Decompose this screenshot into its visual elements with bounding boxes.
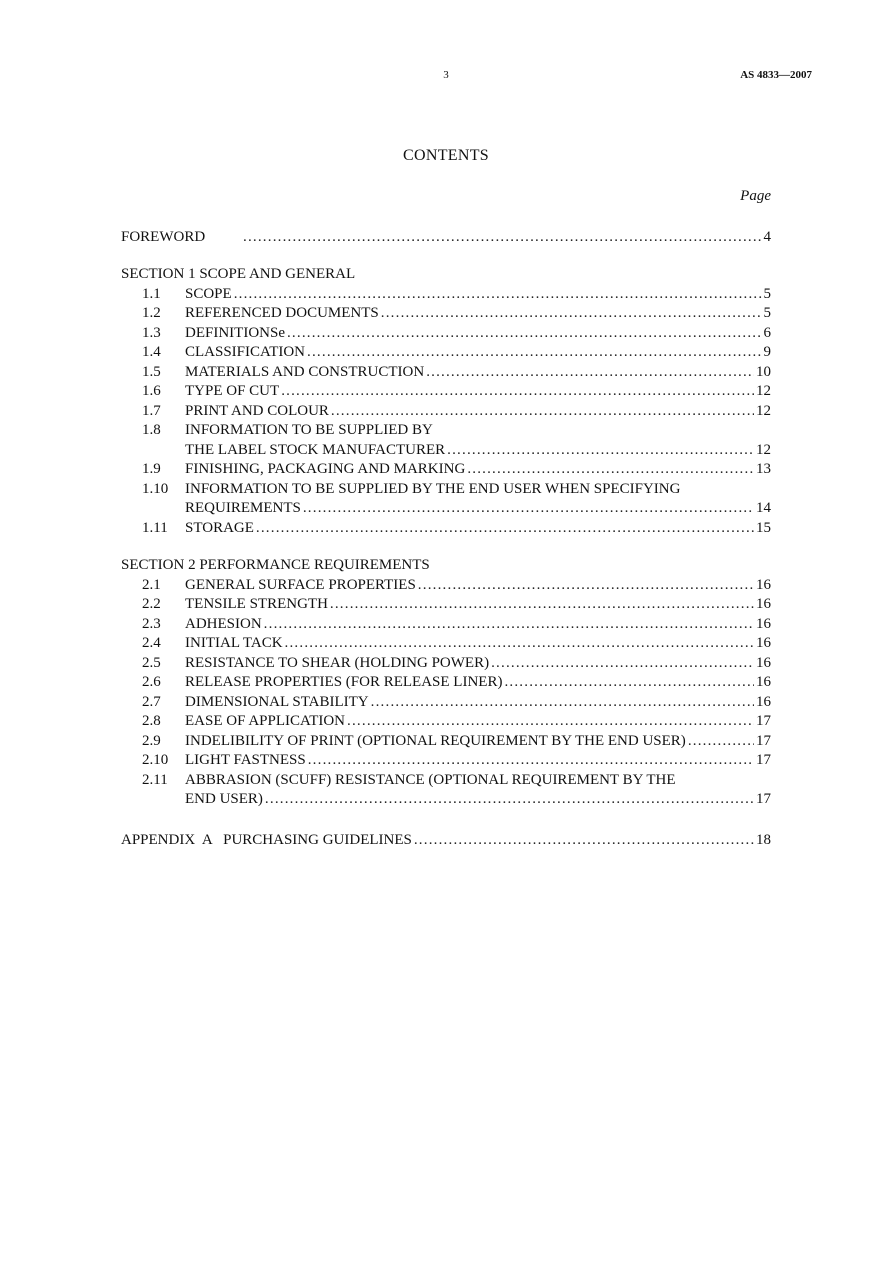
toc-entry-label: LIGHT FASTNESS	[185, 752, 306, 768]
toc-entry-page: 9	[763, 344, 771, 360]
toc-entry-number: 2.4	[142, 635, 161, 651]
toc-entry-number: 1.9	[142, 461, 161, 477]
toc-entry-number: 1.6	[142, 383, 161, 399]
toc-entry-2-7[interactable]	[121, 693, 771, 713]
toc-entry-number: 1.7	[142, 402, 161, 419]
toc-entry-2-8[interactable]	[121, 712, 771, 732]
leader-dots	[330, 595, 754, 615]
toc-entry-number: 2.1	[142, 576, 161, 593]
toc-entry-page: 6	[763, 324, 771, 341]
leader-dots	[418, 576, 754, 596]
toc-entry-label: FOREWORD	[121, 229, 206, 245]
leader-dots	[504, 673, 754, 693]
toc-entry-page: 16	[756, 654, 771, 671]
toc-entry-2-11[interactable]	[121, 771, 771, 791]
toc-entry-number: 2.5	[142, 654, 161, 671]
leader-dots	[281, 382, 754, 402]
toc-entry-number: 1.3	[142, 324, 161, 341]
toc-entry-1-8-continued[interactable]	[121, 441, 771, 461]
toc-entry-label: SCOPE	[185, 285, 232, 302]
toc-entry-page: 12	[756, 441, 771, 458]
toc-entry-page: 14	[756, 500, 771, 516]
toc-section-1	[121, 265, 771, 538]
page-number: 3	[443, 69, 449, 81]
toc-entry-page: 16	[756, 693, 771, 710]
toc-entry-label: MATERIALS AND CONSTRUCTION	[185, 363, 425, 380]
toc-entry-label: EASE OF APPLICATION	[185, 713, 346, 729]
toc-entry-1-4[interactable]	[121, 343, 771, 363]
toc-entry-number: 1.2	[142, 305, 161, 321]
toc-appendix	[121, 831, 771, 851]
toc-entry-label: INFORMATION TO BE SUPPLIED BY THE END USER WHEN SPECIFYING	[185, 480, 681, 497]
leader-dots	[414, 831, 754, 851]
standard-designation: AS 4833—2007	[740, 69, 812, 81]
leader-dots	[688, 732, 754, 752]
toc-entry-foreword[interactable]	[121, 228, 771, 248]
toc-entry-1-11[interactable]	[121, 519, 771, 539]
toc-entry-page: 16	[756, 635, 771, 651]
toc-entry-page: 15	[756, 519, 771, 536]
toc-entry-page: 17	[756, 752, 771, 768]
toc-entry-label: ABBRASION (SCUFF) RESISTANCE (OPTIONAL REQUIREMENT BY THE	[185, 771, 676, 788]
toc-entry-number: 2.10	[142, 752, 169, 768]
leader-dots	[347, 712, 754, 732]
toc-entry-label: RESISTANCE TO SHEAR (HOLDING POWER)	[185, 654, 490, 671]
toc-entry-label: TENSILE STRENGTH	[185, 596, 328, 612]
toc-entry-label: INFORMATION TO BE SUPPLIED BY	[185, 422, 433, 438]
toc-section-2	[121, 556, 771, 810]
toc-entry-label: REFERENCED DOCUMENTS	[185, 305, 379, 321]
toc-entry-label: THE LABEL STOCK MANUFACTURER	[185, 441, 446, 458]
page-column-label: Page	[740, 188, 771, 204]
toc-entry-2-3[interactable]	[121, 615, 771, 635]
toc-entry-2-10[interactable]	[121, 751, 771, 771]
toc-entry-label: CLASSIFICATION	[185, 344, 306, 360]
toc-entry-1-9[interactable]	[121, 460, 771, 480]
toc-entry-label: FINISHING, PACKAGING AND MARKING	[185, 461, 466, 477]
toc-entry-label: DIMENSIONAL STABILITY	[185, 693, 369, 710]
toc-entry-page: 16	[756, 615, 771, 632]
toc-entry-number: 1.1	[142, 285, 161, 302]
toc-entry-1-2[interactable]	[121, 304, 771, 324]
toc-entry-1-10[interactable]	[121, 480, 771, 500]
toc-entry-page: 12	[756, 383, 771, 399]
toc-entry-label: INITIAL TACK	[185, 635, 283, 651]
toc-entry-label: STORAGE	[185, 519, 254, 536]
toc-entry-label: PRINT AND COLOUR	[185, 402, 329, 419]
toc-entry-number: 2.2	[142, 596, 161, 612]
toc-entry-label: TYPE OF CUT	[185, 383, 280, 399]
toc-entry-1-8[interactable]	[121, 421, 771, 441]
toc-entry-page: 10	[756, 363, 771, 380]
toc-entry-label: APPENDIX A PURCHASING GUIDELINES	[121, 832, 412, 848]
toc-entry-number: 2.9	[142, 732, 161, 749]
toc-entry-2-5[interactable]	[121, 654, 771, 674]
toc-entry-label: INDELIBILITY OF PRINT (OPTIONAL REQUIREMENT BY THE END USER)	[185, 732, 686, 749]
toc-entry-2-11-continued[interactable]	[121, 790, 771, 810]
leader-dots	[467, 460, 754, 480]
toc-entry-page: 4	[763, 229, 771, 245]
toc-entry-page: 16	[756, 576, 771, 593]
toc-entry-number: 1.5	[142, 363, 161, 380]
toc-entry-number: 1.10	[142, 480, 169, 497]
leader-dots	[256, 519, 754, 539]
toc-entry-number: 2.11	[142, 771, 168, 788]
toc-entry-label: END USER)	[185, 791, 263, 807]
leader-dots	[381, 304, 762, 324]
toc-entry-number: 2.3	[142, 615, 161, 632]
toc-entry-label: DEFINITIONSe	[185, 324, 285, 341]
toc-entry-number: 1.8	[142, 422, 161, 438]
toc-entry-number: 2.7	[142, 693, 161, 710]
toc-entry-2-9[interactable]	[121, 732, 771, 752]
toc-entry-page: 18	[756, 832, 771, 848]
toc-entry-page: 5	[763, 305, 771, 321]
section-heading[interactable]: SECTION 2 PERFORMANCE REQUIREMENTS	[121, 557, 430, 573]
leader-dots	[426, 363, 754, 383]
toc-entry-1-1[interactable]	[121, 285, 771, 305]
page-title: CONTENTS	[403, 147, 489, 164]
toc-entry-1-7[interactable]	[121, 402, 771, 422]
leader-dots	[447, 441, 754, 461]
toc-entry-2-6[interactable]	[121, 673, 771, 693]
leader-dots	[331, 402, 754, 422]
toc-foreword	[121, 228, 771, 248]
toc-entry-page: 5	[763, 285, 771, 302]
toc-entry-number: 2.6	[142, 674, 161, 690]
leader-dots	[234, 285, 762, 305]
toc-entry-2-4[interactable]	[121, 634, 771, 654]
toc-entry-label: RELEASE PROPERTIES (FOR RELEASE LINER)	[185, 674, 503, 690]
toc-entry-2-2[interactable]	[121, 595, 771, 615]
toc-entry-page: 16	[756, 674, 771, 690]
toc-entry-page: 16	[756, 596, 771, 612]
toc-entry-label: GENERAL SURFACE PROPERTIES	[185, 576, 416, 593]
toc-entry-1-10-continued[interactable]	[121, 499, 771, 519]
toc-entry-page: 17	[756, 791, 771, 807]
toc-entry-number: 2.8	[142, 713, 161, 729]
toc-entry-1-6[interactable]	[121, 382, 771, 402]
toc-entry-appendix-a[interactable]	[121, 831, 771, 851]
toc-entry-2-1[interactable]	[121, 576, 771, 596]
toc-entry-label: REQUIREMENTS	[185, 500, 301, 516]
leader-dots	[307, 343, 761, 363]
leader-dots	[264, 615, 754, 635]
toc-entry-page: 13	[756, 461, 771, 477]
leader-dots	[265, 790, 754, 810]
toc-entry-label: ADHESION	[185, 615, 262, 632]
leader-dots	[303, 499, 754, 519]
toc-entry-page: 17	[756, 713, 771, 729]
leader-dots	[491, 654, 754, 674]
toc-entry-number: 1.11	[142, 519, 168, 536]
toc-entry-page: 12	[756, 402, 771, 419]
toc-entry-page: 17	[756, 732, 771, 749]
toc-entry-1-5[interactable]	[121, 363, 771, 383]
section-heading[interactable]: SECTION 1 SCOPE AND GENERAL	[121, 266, 356, 282]
toc-entry-number: 1.4	[142, 344, 161, 360]
leader-dots	[308, 751, 754, 771]
toc-entry-1-3[interactable]	[121, 324, 771, 344]
leader-dots	[287, 324, 762, 344]
leader-dots	[371, 693, 754, 713]
leader-dots	[243, 228, 762, 248]
leader-dots	[285, 634, 754, 654]
